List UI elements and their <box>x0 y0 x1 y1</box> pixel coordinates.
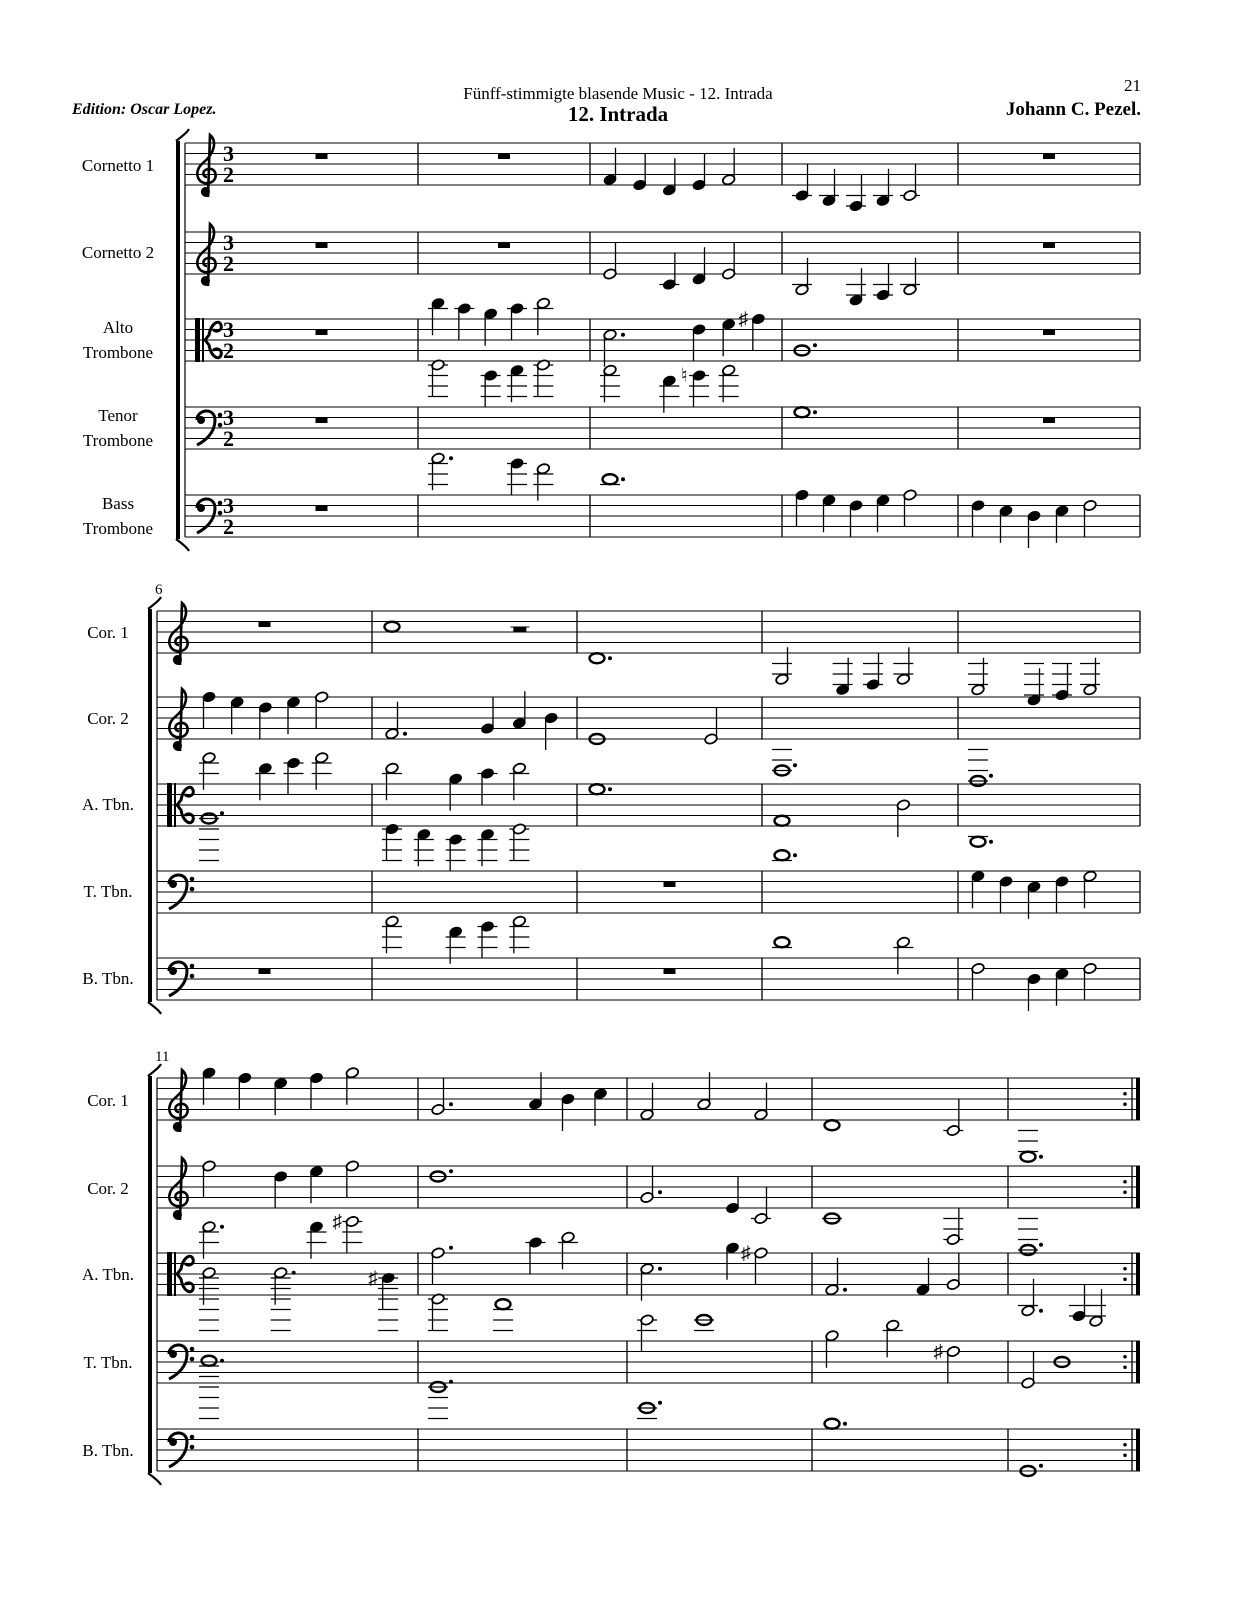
augmentation-dot <box>813 343 817 347</box>
augmentation-dot <box>449 1102 453 1106</box>
augmentation-dot <box>292 1271 296 1275</box>
bracket-hook <box>176 539 189 551</box>
instrument-label: Trombone <box>82 343 154 362</box>
augmentation-dot <box>220 1225 224 1229</box>
whole-measure-rest <box>664 882 676 887</box>
measure-part <box>498 154 510 159</box>
repeat-dot <box>1123 1277 1127 1281</box>
measure-part <box>382 762 529 811</box>
staff-4 <box>82 1429 1140 1471</box>
measure-part <box>664 882 676 887</box>
natural-accidental: ♮ <box>681 365 688 387</box>
instrument-label: T. Tbn. <box>83 882 133 901</box>
instrument-label: Tenor <box>98 406 138 425</box>
whole-note <box>775 816 790 826</box>
measure-part <box>1043 330 1055 335</box>
whole-note <box>775 937 790 947</box>
staff-1 <box>87 689 1140 751</box>
measure-part <box>603 309 766 367</box>
augmentation-dot <box>220 811 224 815</box>
whole-note <box>603 474 618 484</box>
final-barline-thick <box>1136 1078 1140 1120</box>
measure-part <box>795 343 818 355</box>
whole-measure-rest <box>1043 243 1055 248</box>
measure-part <box>603 148 736 197</box>
alto-clef-lower <box>177 805 193 823</box>
measure-part <box>640 1072 768 1121</box>
whole-measure-rest <box>316 243 328 248</box>
augmentation-dot <box>1039 1464 1043 1468</box>
whole-measure-rest <box>498 154 510 159</box>
whole-measure-rest <box>316 154 328 159</box>
augmentation-dot <box>403 732 407 736</box>
bass-clef-dot <box>190 1347 195 1352</box>
bass-clef-dot <box>190 877 195 882</box>
measure-part <box>316 506 328 511</box>
final-barline-thick <box>1136 1429 1140 1471</box>
measure-part <box>971 870 1097 919</box>
alto-clef-bar <box>174 1252 176 1296</box>
augmentation-dot <box>449 1246 453 1250</box>
time-signature-top: 3 <box>223 317 234 342</box>
staff-0 <box>82 135 1140 197</box>
final-barline-thick <box>1136 1341 1140 1383</box>
sharp-accidental: ♯ <box>332 1211 342 1233</box>
measure-part <box>772 647 913 696</box>
staff-1 <box>87 1158 1140 1220</box>
measure-part <box>428 1293 513 1331</box>
measure-part <box>795 489 917 538</box>
sharp-accidental: ♯ <box>933 1341 943 1363</box>
repeat-dot <box>1123 1102 1127 1106</box>
alto-clef-lower <box>205 340 221 358</box>
whole-note <box>971 837 986 847</box>
staff-4 <box>83 493 1140 539</box>
repeat-dot <box>1123 1190 1127 1194</box>
time-signature-bottom: 2 <box>223 162 234 187</box>
time-signature-bottom: 2 <box>223 251 234 276</box>
whole-measure-rest <box>1043 418 1055 423</box>
measure-part <box>600 474 625 484</box>
measure-part <box>431 1231 578 1285</box>
instrument-label: Cornetto 2 <box>81 243 155 262</box>
measure-part <box>428 1380 453 1419</box>
measure-part <box>316 330 328 335</box>
augmentation-dot <box>1039 1243 1043 1247</box>
sharp-accidental: ♯ <box>368 1268 378 1289</box>
bracket-hook <box>148 1473 161 1485</box>
measure-part <box>971 499 1097 548</box>
augmentation-dot <box>793 763 797 767</box>
measure-part <box>382 823 529 872</box>
alto-clef-bar <box>167 1252 172 1296</box>
instrument-label: Trombone <box>82 519 154 538</box>
whole-measure-rest <box>1043 154 1055 159</box>
measure-part <box>968 750 993 787</box>
instrument-label: B. Tbn. <box>82 969 134 988</box>
measure-part <box>795 407 818 417</box>
whole-note <box>496 1299 511 1309</box>
instrument-label: B. Tbn. <box>82 1441 134 1460</box>
measure-part <box>603 242 736 291</box>
final-barline-thick <box>1136 1253 1140 1295</box>
augmentation-dot <box>658 1190 662 1194</box>
staff-3 <box>84 1341 1140 1383</box>
augmentation-dot <box>813 410 817 414</box>
bass-clef-dot <box>218 501 223 506</box>
whole-note <box>385 622 400 632</box>
bass-clef-dot <box>190 887 195 892</box>
bass-clef-dot <box>218 423 223 428</box>
measure-part <box>637 1314 714 1352</box>
alto-clef-upper <box>205 322 221 340</box>
instrument-label: Cornetto 1 <box>81 156 155 175</box>
augmentation-dot <box>658 1267 662 1271</box>
staff-0 <box>87 603 1140 665</box>
whole-measure-rest <box>259 969 271 974</box>
measure-part <box>385 691 558 750</box>
whole-note <box>775 850 790 860</box>
bass-clef-head <box>197 416 205 424</box>
measure-part <box>637 1401 662 1419</box>
score-system <box>82 582 1140 1014</box>
augmentation-dot <box>220 1359 224 1363</box>
system-bracket <box>176 141 180 539</box>
measure-part <box>1018 1219 1043 1256</box>
bass-clef-dot <box>190 1357 195 1362</box>
measure-part <box>316 243 328 248</box>
measure-part <box>259 969 271 974</box>
measure-part <box>498 243 510 248</box>
measure-part <box>382 915 529 964</box>
bracket-hook <box>148 597 161 609</box>
whole-measure-rest <box>316 330 328 335</box>
final-barline-thick <box>1136 1166 1140 1208</box>
bracket-hook <box>148 1002 161 1014</box>
whole-measure-rest <box>498 243 510 248</box>
measure-part <box>199 1267 398 1331</box>
bass-clef-dot <box>218 413 223 418</box>
score-system <box>82 129 1140 551</box>
score-system <box>82 1049 1140 1485</box>
measure-part <box>822 1208 963 1246</box>
augmentation-dot <box>989 840 993 844</box>
augmentation-dot <box>621 477 625 481</box>
augmentation-dot <box>1039 1155 1043 1159</box>
repeat-dot <box>1123 1453 1127 1457</box>
bass-clef-head <box>169 880 177 888</box>
measure-part <box>199 752 332 801</box>
alto-clef-bar <box>174 783 176 827</box>
measure-part <box>590 784 613 794</box>
measure-part <box>772 750 797 776</box>
augmentation-dot <box>843 1422 847 1426</box>
instrument-label: Cor. 2 <box>87 709 129 728</box>
whole-measure-rest <box>259 622 271 627</box>
bass-clef-head <box>169 1350 177 1358</box>
repeat-dot <box>1123 1267 1127 1271</box>
instrument-label: T. Tbn. <box>83 1353 133 1372</box>
measure-part <box>202 1160 360 1209</box>
time-signature-bottom: 2 <box>223 338 234 363</box>
augmentation-dot <box>793 853 797 857</box>
measure-part <box>259 622 271 627</box>
measure-part <box>202 691 329 740</box>
instrument-label: Trombone <box>82 431 154 450</box>
alto-clef-upper <box>177 787 193 805</box>
whole-note <box>590 784 605 794</box>
whole-measure-rest <box>1043 330 1055 335</box>
augmentation-dot <box>449 456 453 460</box>
staff-2 <box>83 317 1140 363</box>
instrument-label: A. Tbn. <box>81 1265 135 1284</box>
measure-part <box>590 653 613 663</box>
repeat-dot <box>1123 1092 1127 1096</box>
staff-3 <box>83 405 1140 451</box>
time-signature-bottom: 2 <box>223 514 234 539</box>
measure-part <box>385 622 530 632</box>
whole-note <box>795 407 810 417</box>
running-title: Fünff-stimmigte blasende Music - 12. Intrada <box>463 84 773 103</box>
measure-part <box>772 850 797 860</box>
measure-part <box>428 452 553 501</box>
instrument-label: Cor. 1 <box>87 1091 129 1110</box>
bracket-hook <box>148 1064 161 1076</box>
measure-part <box>199 811 224 860</box>
measure-part <box>431 1072 608 1131</box>
measure-part <box>1018 1131 1043 1162</box>
sharp-accidental: ♯ <box>741 1243 751 1264</box>
measure-part <box>1043 154 1055 159</box>
whole-note <box>590 653 605 663</box>
instrument-label: Alto <box>102 318 134 337</box>
edition-credit: Edition: Oscar Lopez. <box>72 101 217 118</box>
augmentation-dot <box>621 333 625 337</box>
measure-part <box>428 297 553 346</box>
time-signature-top: 3 <box>223 141 234 166</box>
instrument-label: Cor. 2 <box>87 1179 129 1198</box>
page-number: 21 <box>1124 76 1141 95</box>
augmentation-dot <box>658 1401 662 1405</box>
measure-part <box>664 969 676 974</box>
repeat-dot <box>1123 1180 1127 1184</box>
measure-number: 11 <box>155 1049 170 1065</box>
repeat-dot <box>1123 1365 1127 1369</box>
measure-part <box>825 1419 848 1429</box>
measure-part <box>971 962 1097 1011</box>
time-signature-top: 3 <box>223 493 234 518</box>
whole-note <box>1021 1152 1036 1162</box>
sharp-accidental: ♯ <box>738 309 748 330</box>
bass-clef-dot <box>190 1435 195 1440</box>
piece-title: 12. Intrada <box>567 102 669 126</box>
half-rest <box>513 627 526 632</box>
instrument-label: A. Tbn. <box>81 795 135 814</box>
measure-part <box>431 1169 454 1181</box>
bass-clef-head <box>169 1438 177 1446</box>
alto-clef-upper <box>177 1256 193 1274</box>
augmentation-dot <box>1039 1309 1043 1313</box>
alto-clef-lower <box>177 1274 193 1292</box>
augmentation-dot <box>608 787 612 791</box>
system-bracket <box>148 1076 152 1473</box>
instrument-label: Cor. 1 <box>87 623 129 642</box>
alto-clef-bar <box>167 783 172 827</box>
measure-part <box>316 154 328 159</box>
measure-part <box>1021 1464 1044 1476</box>
bass-clef-dot <box>190 964 195 969</box>
repeat-dot <box>1123 1443 1127 1447</box>
measure-part <box>792 258 920 307</box>
augmentation-dot <box>843 1288 847 1292</box>
whole-measure-rest <box>664 969 676 974</box>
measure-part <box>1043 243 1055 248</box>
whole-measure-rest <box>316 418 328 423</box>
measure-part <box>792 164 920 213</box>
augmentation-dot <box>449 1169 453 1173</box>
measure-part <box>202 1067 360 1116</box>
measure-part <box>1018 1279 1106 1328</box>
whole-note <box>202 1356 217 1366</box>
bass-clef-head <box>197 504 205 512</box>
augmentation-dot <box>449 1380 453 1384</box>
measure-part <box>968 837 993 847</box>
measure-part <box>316 418 328 423</box>
repeat-dot <box>1123 1355 1127 1359</box>
measure-part <box>600 364 739 413</box>
whole-note <box>825 1120 840 1130</box>
augmentation-dot <box>989 774 993 778</box>
bracket-hook <box>176 129 189 141</box>
measure-part <box>825 1099 964 1137</box>
measure-part <box>1043 418 1055 423</box>
instrument-label: Bass <box>101 494 135 513</box>
staff-2 <box>82 1252 1140 1296</box>
measure-number: 6 <box>155 582 163 598</box>
time-signature-top: 3 <box>223 405 234 430</box>
alto-clef-bar <box>195 318 200 362</box>
measure-part <box>968 658 1100 707</box>
whole-measure-rest <box>316 506 328 511</box>
measure-part <box>199 1356 224 1419</box>
alto-clef-bar <box>202 318 204 362</box>
system-bracket <box>148 609 152 1002</box>
time-signature-bottom: 2 <box>223 426 234 451</box>
measure-part <box>428 359 553 408</box>
measure-part <box>199 1212 362 1259</box>
whole-note <box>825 1419 840 1429</box>
bass-clef-dot <box>190 974 195 979</box>
bass-clef-head <box>169 967 177 975</box>
measure-part <box>640 1242 768 1301</box>
augmentation-dot <box>608 656 612 660</box>
measure-part <box>640 1166 771 1225</box>
time-signature-top: 3 <box>223 230 234 255</box>
bass-clef-dot <box>218 511 223 516</box>
bass-clef-dot <box>190 1445 195 1450</box>
composer-name: Johann C. Pezel. <box>1005 99 1141 120</box>
